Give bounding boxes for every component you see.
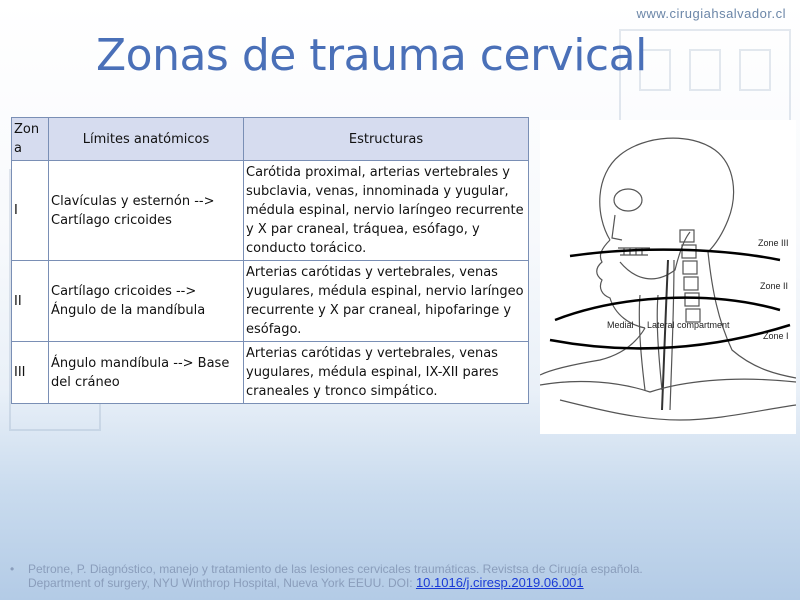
- citation-line-2: [28, 576, 643, 590]
- table-row: [12, 342, 529, 404]
- label-zone-i: Zone I: [763, 331, 789, 341]
- table-header-row: [12, 118, 529, 161]
- zone-cell: III: [12, 342, 49, 404]
- citation-bullet: •: [10, 562, 15, 576]
- structures-cell: Arterias carótidas y vertebrales, venas yugulares, médula espinal, nervio laríngeo recurrente y X par craneal, hipofaringe y esófago.: [244, 261, 529, 342]
- structures-cell: Carótida proximal, arterias vertebrales y subclavia, venas, innominada y yugular, médula espinal, nervio laríngeo recurrente y X par craneal, tráquea, esófago, y conducto torácico.: [244, 161, 529, 261]
- table-row: [12, 161, 529, 261]
- limits-cell: Ángulo mandíbula --> Base del cráneo: [49, 342, 244, 404]
- table-row: [12, 261, 529, 342]
- header-zona: Zon a: [12, 118, 49, 161]
- citation-institution: Department of surgery, NYU Winthrop Hospital, Nueva York EEUU.: [28, 576, 385, 590]
- doi-link[interactable]: 10.1016/j.ciresp.2019.06.001: [415, 575, 584, 590]
- label-zone-ii: Zone II: [760, 281, 789, 291]
- neck-zones-illustration: [540, 120, 796, 434]
- citation-line-1: Petrone, P. Diagnóstico, manejo y tratamiento de las lesiones cervicales traumáticas. Revistsa de Cirugía española.: [28, 562, 643, 576]
- label-lateral-compartment: Lateral compartment: [647, 320, 730, 330]
- site-url: www.cirugiahsalvador.cl: [636, 6, 786, 21]
- label-zone-iii: Zone III: [758, 238, 789, 248]
- header-limites: Límites anatómicos: [49, 118, 244, 161]
- zones-table: [11, 117, 529, 404]
- doi-label: DOI:: [387, 576, 413, 590]
- limits-cell: Clavículas y esternón --> Cartílago cricoides: [49, 161, 244, 261]
- label-medial: Medial: [607, 320, 634, 330]
- zone-cell: I: [12, 161, 49, 261]
- structures-cell: Arterias carótidas y vertebrales, venas yugulares, médula espinal, IX-XII pares craneales y tronco simpático.: [244, 342, 529, 404]
- header-estructuras: Estructuras: [244, 118, 529, 161]
- zone-cell: II: [12, 261, 49, 342]
- limits-cell: Cartílago cricoides --> Ángulo de la mandíbula: [49, 261, 244, 342]
- page-title: Zonas de trauma cervical: [96, 30, 647, 81]
